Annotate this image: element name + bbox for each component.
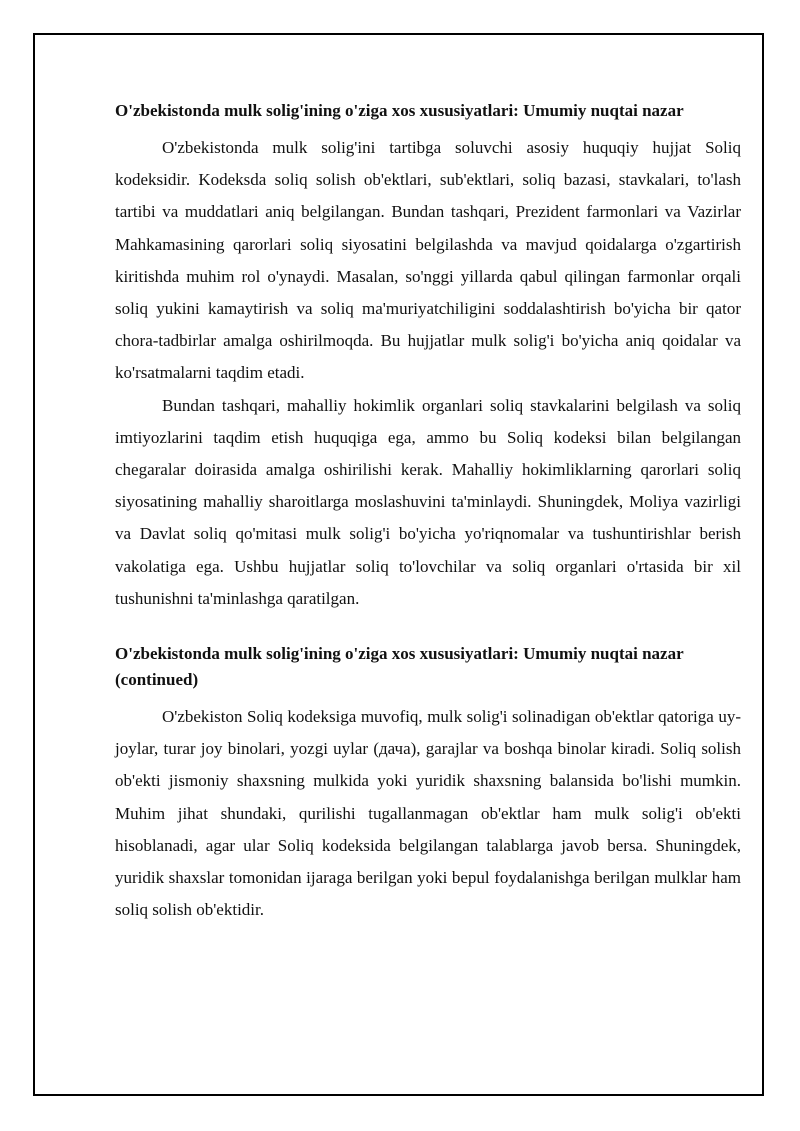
section-2 — [115, 641, 741, 926]
section-heading: O'zbekistonda mulk solig'ining o'ziga xos xususiyatlari: Umumiy nuqtai nazar (continued) — [115, 644, 684, 690]
section-heading: O'zbekistonda mulk solig'ining o'ziga xos xususiyatlari: Umumiy nuqtai nazar — [115, 101, 684, 120]
paragraph: Bundan tashqari, mahalliy hokimlik organlari soliq stavkalarini belgilash va soliq imtiyozlarini taqdim etish huquqiga ega, ammo bu Soliq kodeksi bilan belgilangan chegaralar doirasida amalga oshirilishi kerak. Mahalliy hokimliklarning qarorlari soliq siyosatining mahalliy sharoitlarga moslashuvini ta'minlaydi. Shuningdek, Moliya vazirligi va Davlat soliq qo'mitasi mulk solig'i bo'yicha yo'riqnomalar va tushuntirishlar berish vakolatiga ega. Ushbu hujjatlar soliq to'lovchilar va soliq organlari o'rtasida bir xil tushunishni ta'minlashga qaratilgan. — [115, 395, 741, 608]
paragraph: O'zbekiston Soliq kodeksiga muvofiq, mulk solig'i solinadigan ob'ektlar qatoriga uy-joylar, turar joy binolari, yozgi uylar (дача), garajlar va boshqa binolar kiradi. Soliq solish ob'ekti jismoniy shaxsning mulkida yoki yuridik shaxsning balansida bo'lishi mumkin. Muhim jihat shundaki, qurilishi tugallanmagan ob'ektlar ham mulk solig'i ob'ekti hisoblanadi, agar ular Soliq kodeksida belgilangan talablarga javob bersa. Shuningdek, yuridik shaxslar tomonidan ijaraga berilgan yoki bepul foydalanishga berilgan mulklar ham soliq solish ob'ektidir. — [115, 707, 741, 920]
paragraph: O'zbekistonda mulk solig'ini tartibga soluvchi asosiy huquqiy hujjat Soliq kodeksidir. Kodeksda soliq solish ob'ektlari, sub'ektlari, soliq bazasi, stavkalari, to'lash tartibi va muddatlari aniq belgilangan. Bundan tashqari, Prezident farmonlari va Vazirlar Mahkamasining qarorlari soliq siyosatini belgilashda va mavjud qoidalarga o'zgartirish kiritishda muhim rol o'ynaydi. Masalan, so'nggi yillarda qabul qilingan farmonlar orqali soliq yukini kamaytirish va soliq ma'muriyatchiligini soddalashtirish bo'yicha bir qator chora-tadbirlar amalga oshirilmoqda. Bu hujjatlar mulk solig'i bo'yicha aniq qoidalar va ko'rsatmalarni taqdim etadi. — [115, 138, 741, 383]
document-body — [115, 98, 741, 926]
section-1 — [115, 98, 741, 615]
